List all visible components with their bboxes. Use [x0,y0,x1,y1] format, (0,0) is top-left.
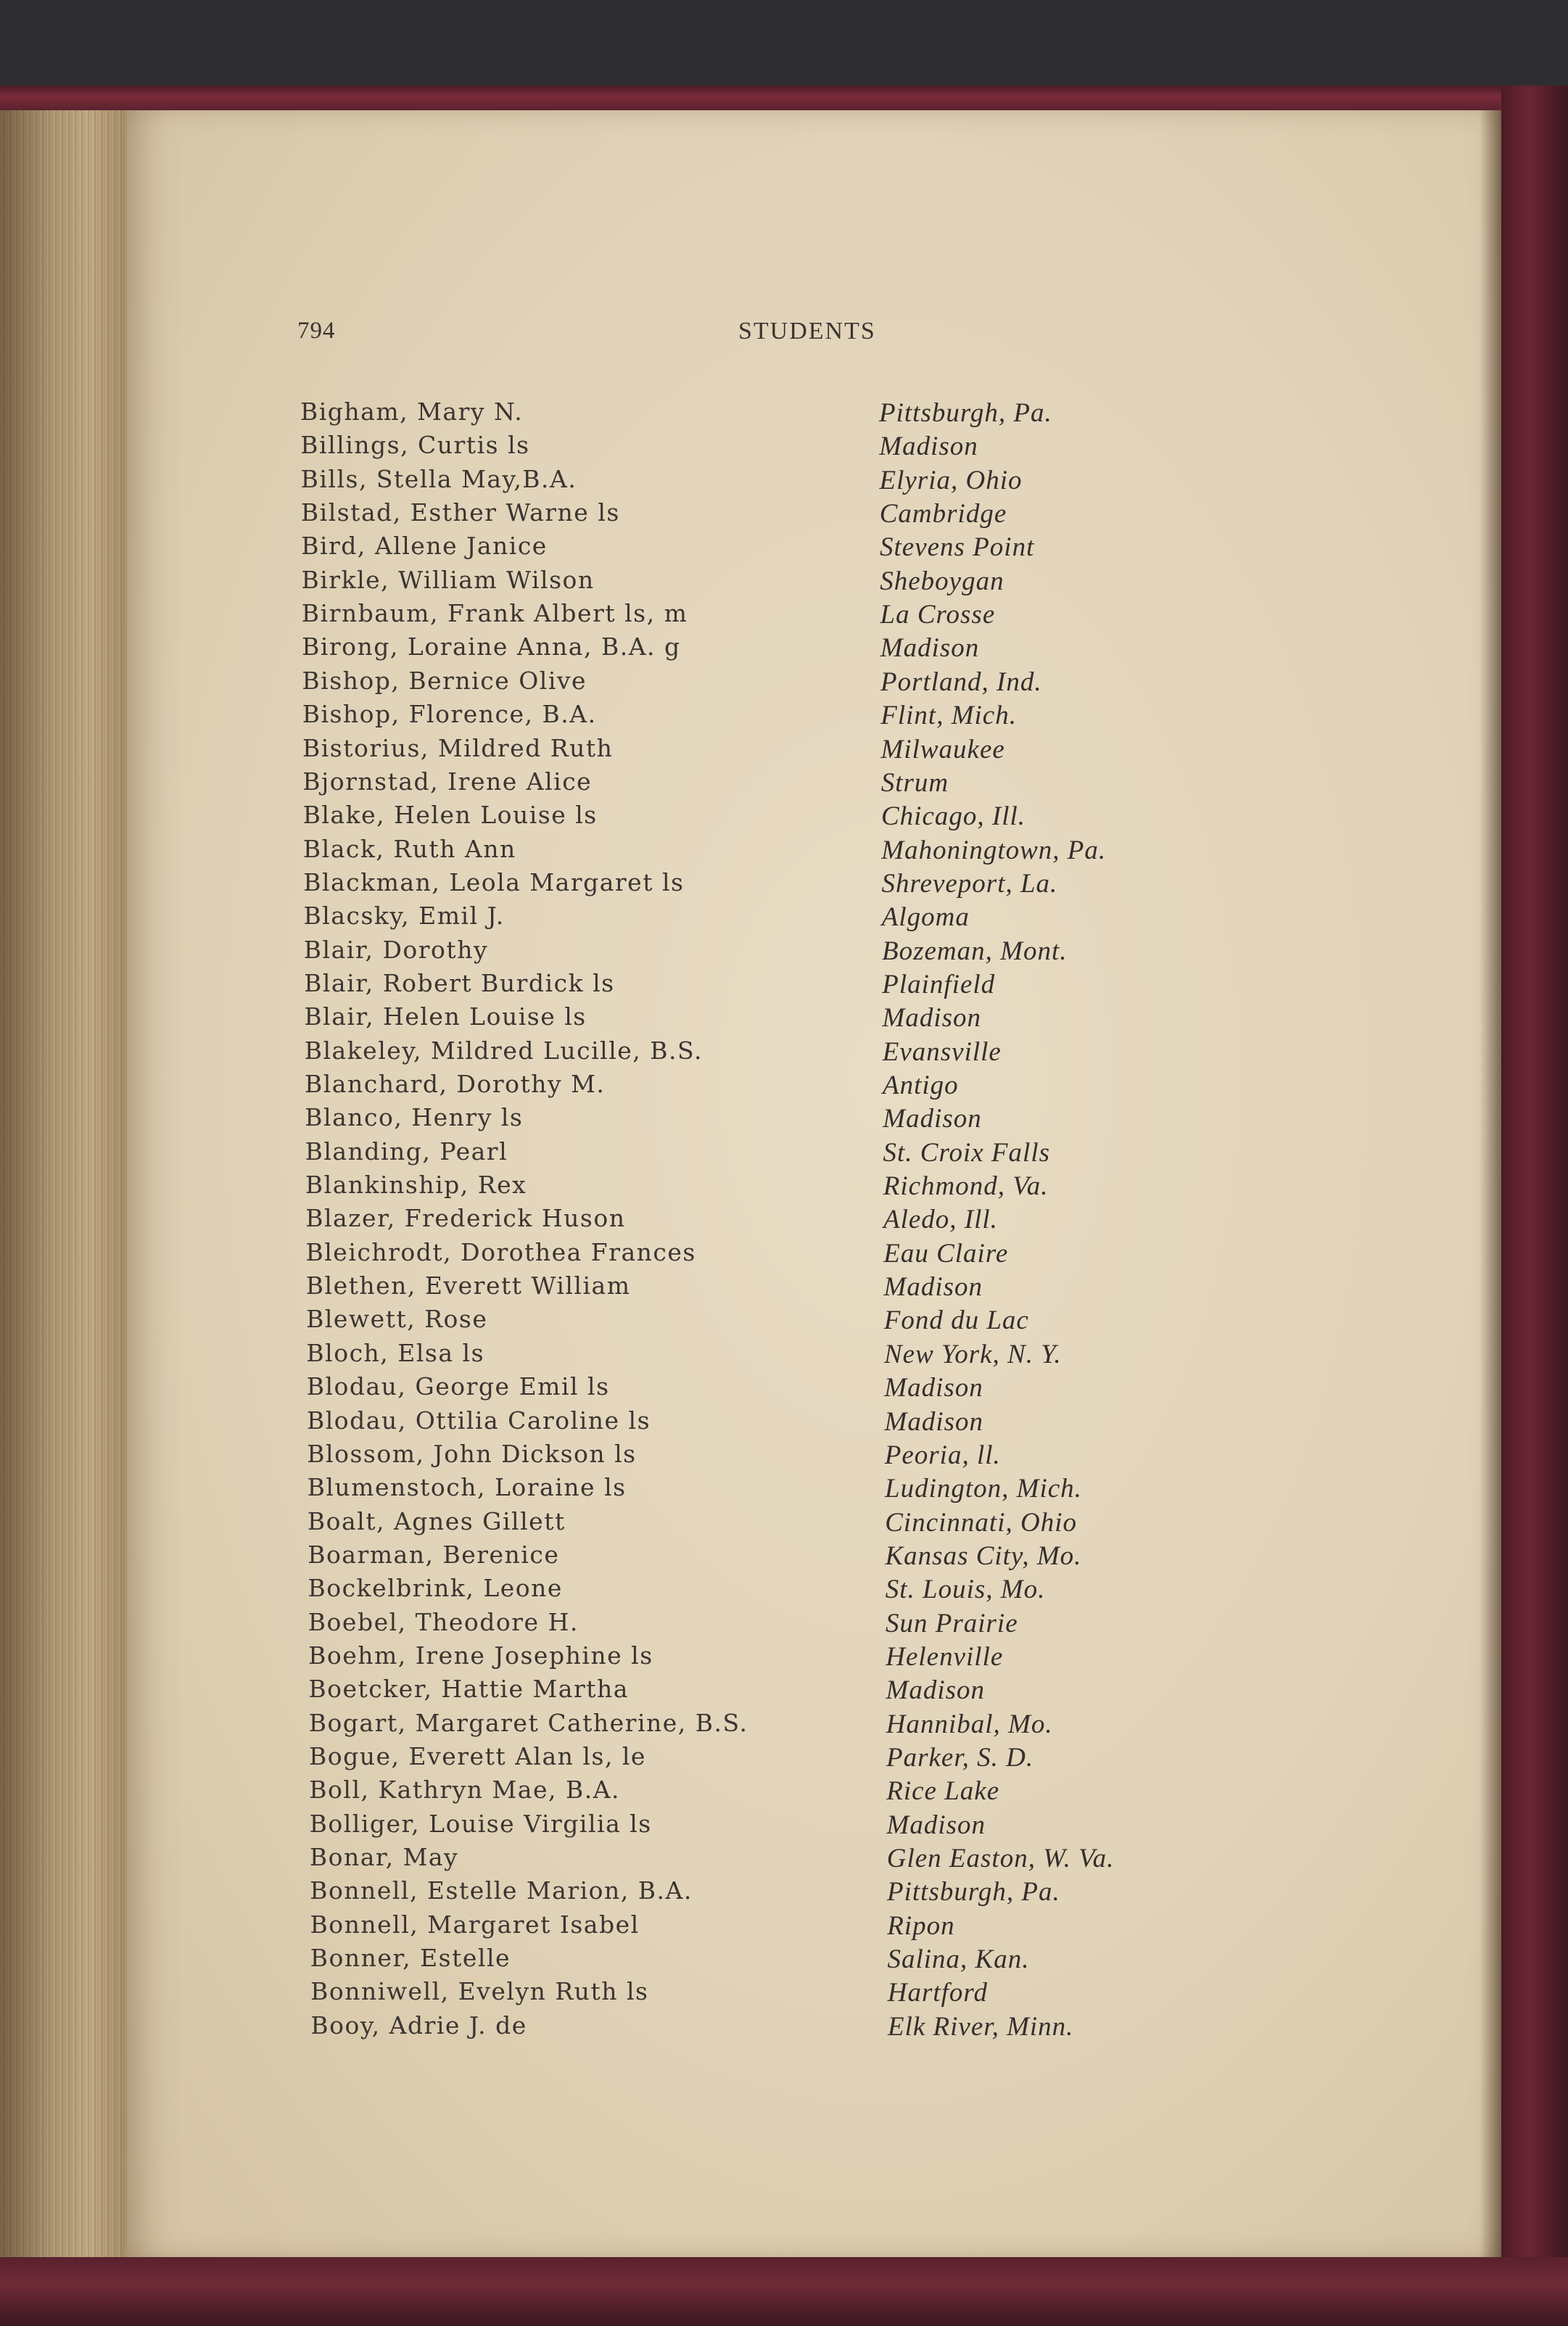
student-hometown: Chicago, Ill. [881,801,1026,832]
student-hometown: Peoria, ll. [884,1440,1001,1470]
directory-entry [0,566,1568,599]
student-hometown: Pittsburgh, Pa. [879,398,1052,428]
student-name: Bonniwell, Evelyn Ruth ls [310,1977,649,2006]
student-name: Blazer, Frederick Huson [305,1204,626,1233]
student-hometown: Cambridge [879,499,1007,529]
directory-entry [0,1910,1568,1944]
student-name: Bogart, Margaret Catherine, B.S. [308,1708,748,1737]
directory-entry [0,1137,1568,1171]
directory-entry [0,835,1568,868]
directory-entry [0,667,1568,700]
directory-entry [0,1977,1568,2010]
student-hometown: Plainfield [882,969,996,999]
student-hometown: Madison [879,432,978,462]
student-name: Bilstad, Esther Warne ls [300,498,620,527]
student-name: Blackman, Leola Margaret ls [303,867,685,896]
student-name: Blewett, Rose [306,1305,488,1334]
student-name: Blair, Dorothy [303,935,489,964]
directory-entry [0,1171,1568,1204]
directory-entry [0,1541,1568,1574]
student-name: Blodau, George Emil ls [306,1372,610,1401]
student-name: Blacsky, Emil J. [303,902,505,931]
student-name: Boehm, Irene Josephine ls [308,1641,653,1670]
directory-entry [0,1675,1568,1708]
directory-entry [0,936,1568,969]
directory-entry [0,1574,1568,1607]
student-name: Bleichrodt, Dorothea Frances [305,1237,696,1266]
student-hometown: Portland, Ind. [880,667,1042,697]
student-hometown: Evansville [882,1036,1002,1067]
student-name: Boarman, Berenice [308,1540,560,1569]
student-name: Blair, Helen Louise ls [304,1002,587,1031]
student-hometown: St. Louis, Mo. [885,1575,1046,1605]
student-name: Blanco, Henry ls [305,1103,524,1132]
student-name: Bird, Allene Janice [301,532,548,561]
student-hometown: Madison [886,1675,985,1706]
directory-entry [0,969,1568,1002]
student-name: Boalt, Agnes Gillett [307,1506,566,1535]
student-name: Blanchard, Dorothy M. [305,1070,606,1098]
student-hometown: Hannibal, Mo. [886,1709,1053,1739]
directory-entry [0,465,1568,498]
directory-entry [0,632,1568,666]
student-hometown: Glen Easton, W. Va. [886,1844,1115,1874]
page-number: 794 [297,318,336,344]
student-name: Birkle, William Wilson [301,565,595,594]
directory-entry [0,1876,1568,1910]
student-name: Blodau, Ottilia Caroline ls [307,1406,651,1435]
student-name: Blanding, Pearl [305,1137,508,1166]
student-name: Boetcker, Hattie Martha [308,1675,629,1704]
student-name: Bogue, Everett Alan ls, le [309,1742,646,1770]
directory-entry [0,1641,1568,1675]
student-hometown: Strum [880,767,949,798]
directory-entry [0,1406,1568,1440]
directory-entry [0,431,1568,464]
directory-entry [0,801,1568,834]
student-hometown: Sun Prairie [886,1608,1018,1638]
directory-entry [0,498,1568,532]
student-name: Bishop, Bernice Olive [302,666,587,695]
student-hometown: Madison [882,1003,981,1034]
student-hometown: Aledo, Ill. [883,1205,998,1235]
directory-entry [0,1204,1568,1237]
student-name: Birong, Loraine Anna, B.A. g [302,632,681,661]
directory-entry [0,397,1568,431]
student-hometown: Madison [883,1104,982,1134]
directory-entry [0,532,1568,565]
directory-entry [0,1271,1568,1305]
directory-entry [0,1002,1568,1036]
student-hometown: Hartford [887,1978,988,2008]
student-hometown: La Crosse [880,600,996,630]
student-name: Bishop, Florence, B.A. [302,700,597,729]
student-hometown: Bozeman, Mont. [882,936,1068,966]
student-hometown: Mahoningtown, Pa. [881,835,1107,865]
directory-entry [0,1776,1568,1809]
page-heading: STUDENTS [738,318,876,345]
student-hometown: Elyria, Ohio [879,465,1023,495]
student-name: Bigham, Mary N. [300,397,524,426]
student-hometown: Ripon [887,1910,955,1941]
student-name: Blossom, John Dickson ls [307,1439,637,1468]
directory-entry [0,1473,1568,1506]
student-name: Black, Ruth Ann [302,834,516,863]
student-name: Bolliger, Louise Virgilia ls [309,1809,652,1838]
student-name: Booy, Adrie J. de [310,2010,527,2040]
directory-entry [0,1036,1568,1070]
student-hometown: Flint, Mich. [880,701,1017,731]
student-name: Blakeley, Mildred Lucille, B.S. [304,1036,703,1065]
student-hometown: Elk River, Minn. [888,2011,1074,2042]
student-name: Blethen, Everett William [305,1271,631,1300]
directory-entry [0,1608,1568,1641]
student-name: Bistorius, Mildred Ruth [302,733,614,762]
student-hometown: Eau Claire [883,1238,1009,1269]
student-hometown: Sheboygan [880,566,1004,596]
directory-entry [0,1339,1568,1372]
student-hometown: Salina, Kan. [887,1944,1030,1975]
student-name: Blumenstoch, Loraine ls [307,1473,627,1502]
student-name: Blair, Robert Burdick ls [304,968,615,997]
student-name: Bonnell, Estelle Marion, B.A. [310,1876,693,1905]
student-name: Bonnell, Margaret Isabel [310,1910,640,1939]
student-hometown: Madison [884,1373,983,1403]
student-name: Bills, Stella May,B.A. [300,464,577,493]
directory-entry [0,599,1568,632]
directory-entry [0,1944,1568,1977]
directory-entry [0,1709,1568,1742]
student-name: Birnbaum, Frank Albert ls, m [301,599,688,628]
directory-entry [0,1843,1568,1876]
student-name: Billings, Curtis ls [300,431,530,460]
student-hometown: Madison [886,1810,986,1840]
directory-entry [0,1742,1568,1776]
student-hometown: Madison [880,633,980,664]
directory-entry [0,1372,1568,1406]
student-name: Boll, Kathryn Mae, B.A. [309,1776,621,1805]
student-hometown: Pittsburgh, Pa. [887,1877,1060,1908]
student-hometown: Kansas City, Mo. [885,1541,1082,1571]
student-name: Blake, Helen Louise ls [302,801,598,830]
student-hometown: Parker, S. D. [886,1743,1034,1773]
directory-entry [0,1103,1568,1137]
directory-entry [0,1440,1568,1473]
directory-entry [0,902,1568,935]
directory-entry [0,734,1568,767]
student-hometown: Cincinnati, Ohio [885,1507,1077,1538]
student-name: Bonar, May [309,1843,459,1872]
student-name: Blankinship, Rex [305,1171,527,1200]
directory-entry [0,767,1568,801]
student-hometown: Rice Lake [886,1776,1000,1807]
student-hometown: Ludington, Mich. [885,1474,1082,1504]
student-name: Bonner, Estelle [310,1944,511,1973]
directory-entry [0,1238,1568,1271]
student-name: Boebel, Theodore H. [308,1607,579,1636]
directory-entry [0,1305,1568,1338]
student-hometown: Madison [884,1406,983,1437]
directory-entry [0,1070,1568,1103]
directory-entry [0,700,1568,733]
directory-entry [0,1810,1568,1843]
student-hometown: Algoma [881,902,970,933]
student-name: Bjornstad, Irene Alice [302,767,593,796]
student-hometown: Shreveport, La. [881,868,1058,899]
student-name: Bloch, Elsa ls [306,1338,485,1367]
directory-entry [0,868,1568,902]
student-hometown: Madison [883,1272,983,1303]
directory-entry [0,2011,1568,2045]
directory-entry [0,1507,1568,1541]
student-hometown: Stevens Point [880,532,1035,563]
student-hometown: St. Croix Falls [883,1137,1050,1168]
student-hometown: Milwaukee [880,734,1005,764]
student-name: Bockelbrink, Leone [308,1574,563,1603]
student-hometown: Antigo [883,1071,959,1100]
student-hometown: Richmond, Va. [883,1171,1049,1202]
student-hometown: Helenville [886,1641,1004,1672]
student-hometown: Fond du Lac [883,1306,1029,1336]
student-hometown: New York, N. Y. [884,1339,1062,1369]
